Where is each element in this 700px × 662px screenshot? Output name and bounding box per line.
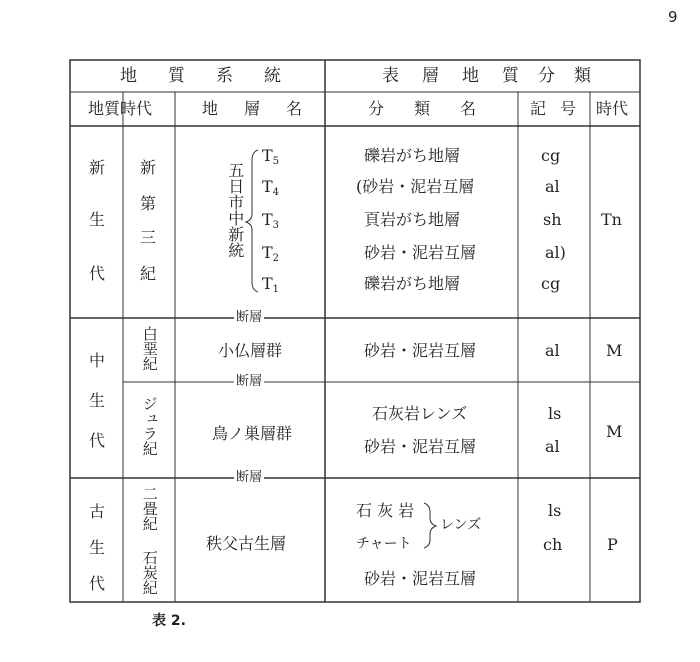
member-t4-sub: 4 — [272, 187, 280, 198]
class-row-4: 砂岩・泥岩互層 — [364, 243, 477, 262]
header-geologic-system-4: 統 — [264, 66, 281, 86]
header-surface-class-2: 層 — [422, 66, 439, 86]
header-surface-class-3: 地 — [462, 66, 479, 86]
page-number: 9 — [668, 8, 678, 26]
period-cretaceous: 白堊紀 — [140, 326, 159, 371]
class-chert: チャート — [356, 536, 412, 552]
group-chichibu-paleozoic: 秩父古生層 — [206, 534, 287, 553]
header-surface-class-5: 分 — [538, 66, 555, 86]
period-neogene-3: 三 — [140, 228, 157, 247]
fault-label-1: 断層 — [236, 310, 263, 325]
member-t2-sub: 2 — [272, 253, 280, 264]
symbol-row-2: al — [545, 177, 560, 196]
symbol-torinosu-1: ls — [548, 404, 562, 423]
symbol-row-1: cg — [541, 146, 561, 165]
class-row-3: 頁岩がち地層 — [364, 210, 461, 229]
symbol-limestone: ls — [548, 501, 562, 520]
period-neogene-1: 新 — [140, 158, 157, 177]
class-sandstone-mudstone: 砂岩・泥岩互層 — [364, 569, 477, 588]
period-permian-p: P — [607, 535, 618, 554]
symbol-torinosu-2: al — [545, 437, 560, 456]
class-torinosu-1: 石灰岩レンズ — [372, 404, 468, 423]
header-classname-2: 類 — [414, 99, 431, 118]
member-t5-sub: 5 — [272, 156, 280, 167]
member-t5-base: T — [262, 146, 273, 165]
member-t3-base: T — [262, 210, 273, 229]
era-cenozoic-1: 新 — [89, 158, 106, 177]
period-tn: Tn — [601, 210, 622, 229]
symbol-kobotoke: al — [545, 341, 560, 360]
header-period: 時代 — [596, 99, 629, 118]
member-t1-base: T — [262, 274, 273, 293]
class-row-2: (砂岩・泥岩互層 — [356, 177, 475, 196]
era-mesozoic-1: 中 — [89, 351, 106, 370]
header-surface-class-4: 質 — [502, 66, 519, 86]
symbol-chert: ch — [543, 535, 563, 554]
era-mesozoic-3: 代 — [89, 431, 106, 450]
period-neogene-2: 第 — [140, 194, 157, 213]
class-torinosu-2: 砂岩・泥岩互層 — [364, 437, 477, 456]
header-classname-3: 名 — [460, 99, 477, 118]
header-symbol-1: 記 — [530, 99, 547, 118]
class-kobotoke: 砂岩・泥岩互層 — [364, 341, 477, 360]
era-paleozoic-1: 古 — [89, 502, 106, 521]
period-kobotoke: M — [606, 341, 623, 360]
era-mesozoic-2: 生 — [89, 391, 106, 410]
header-classname-1: 分 — [368, 99, 385, 118]
header-symbol-2: 号 — [560, 99, 577, 118]
class-row-1: 礫岩がち地層 — [364, 146, 461, 165]
symbol-row-5: cg — [541, 274, 561, 293]
member-t4-base: T — [262, 177, 273, 196]
header-formation-3: 名 — [286, 99, 303, 118]
member-t1-sub: 1 — [272, 284, 280, 295]
member-t3-sub: 3 — [272, 220, 280, 231]
header-geologic-age: 地質時代 — [88, 99, 153, 118]
class-row-5: 礫岩がち地層 — [364, 274, 461, 293]
period-carboniferous: 石炭紀 — [140, 550, 159, 595]
header-geologic-system-3: 系 — [216, 66, 233, 86]
member-t2-base: T — [262, 243, 273, 262]
symbol-row-3: sh — [543, 210, 562, 229]
table-caption: 表 2. — [152, 613, 186, 629]
period-neogene-4: 紀 — [140, 264, 157, 283]
group-kobotoke: 小仏層群 — [218, 341, 283, 360]
header-surface-class-6: 類 — [574, 66, 591, 86]
header-formation-2: 層 — [244, 99, 261, 118]
class-lens: レンズ — [440, 517, 482, 533]
header-surface-class-1: 表 — [382, 66, 399, 86]
era-paleozoic-3: 代 — [89, 574, 106, 593]
period-permian: 二畳紀 — [140, 486, 159, 531]
era-cenozoic-2: 生 — [89, 210, 106, 229]
symbol-row-4: al) — [545, 243, 566, 262]
era-cenozoic-3: 代 — [89, 264, 106, 283]
period-torinosu: M — [606, 422, 623, 441]
header-geologic-system-2: 質 — [168, 66, 185, 86]
header-geologic-system-1: 地 — [120, 66, 137, 86]
period-jurassic: ジュラ紀 — [140, 396, 159, 456]
group-torinosu: 鳥ノ巣層群 — [212, 424, 293, 443]
fault-label-3: 断層 — [236, 470, 263, 485]
fault-label-2: 断層 — [236, 374, 263, 389]
header-formation-1: 地 — [202, 99, 219, 118]
class-limestone: 石 灰 岩 — [356, 501, 415, 520]
era-paleozoic-2: 生 — [89, 538, 106, 557]
group-itsukaichi-miocene: 五日市中新統 — [225, 162, 245, 258]
